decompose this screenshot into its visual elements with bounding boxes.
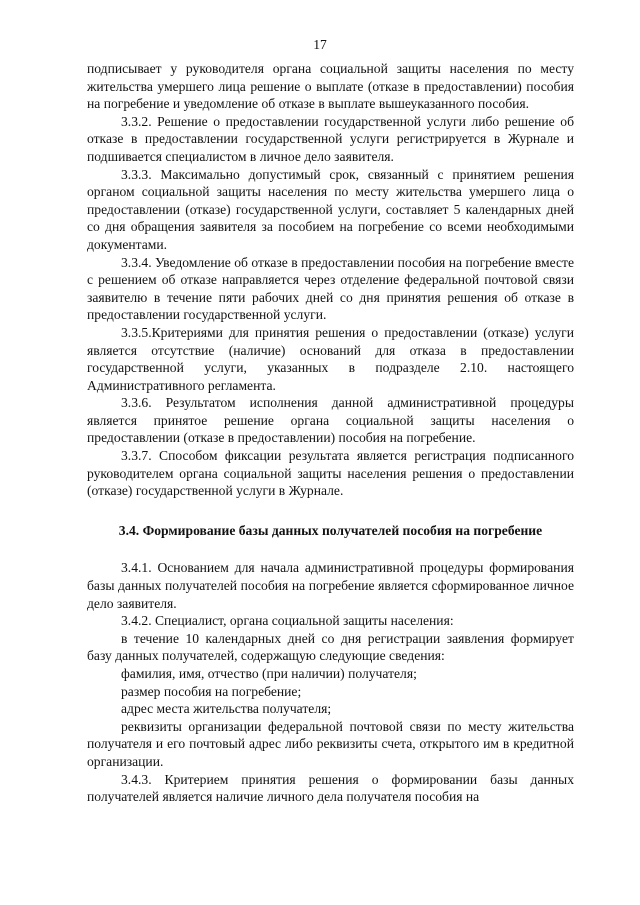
section-3-3-continuation	[87, 60, 574, 500]
section-3-4	[87, 559, 574, 805]
paragraph: 3.3.6. Результатом исполнения данной административной процедуры является принятое решение органа социальной защиты населения о предоставлении (отказе в предоставлении) пособия на погребение.	[87, 395, 574, 446]
paragraph: 3.3.2. Решение о предоставлении государственной услуги либо решение об отказе в предоставлении государственной услуги регистрируется в Журнале и подшивается специалистом в личное дело заявителя.	[87, 113, 574, 164]
document-body	[87, 60, 574, 806]
list-item: адрес места жительства получателя;	[121, 701, 332, 717]
paragraph: 3.4.3. Критерием принятия решения о формировании базы данных получателей является наличие личного дела получателя пособия на	[87, 771, 574, 805]
paragraph: 3.4.1. Основанием для начала административной процедуры формирования базы данных получателей пособия на погребение является сформированное личное дело заявителя.	[87, 560, 574, 611]
list-item: размер пособия на погребение;	[121, 683, 302, 699]
paragraph: 3.3.4. Уведомление об отказе в предоставлении пособия на погребение вместе с решением об отказе направляется через отделение федеральной почтовой связи заявителю в течение пяти рабочих дней со дня принятия решения об отказе в предоставлении государственной услуги.	[87, 254, 574, 323]
paragraph: 3.3.3. Максимально допустимый срок, связанный с принятием решения органом социальной защиты населения по месту жительства умершего лица о предоставлении (отказе) государственной услуги, составляет 5 календарных дней со дня обращения заявителя за пособием на погребение со всеми необходимыми документами.	[87, 166, 574, 252]
list-item: реквизиты организации федеральной почтовой связи по месту жительства получателя и его почтовый адрес либо реквизиты счета, открытого им в кредитной организации.	[87, 718, 574, 769]
paragraph: 3.4.2. Специалист, органа социальной защиты населения:	[121, 613, 454, 629]
section-heading: 3.4. Формирование базы данных получателей пособия на погребение	[118, 522, 543, 538]
paragraph: 3.3.5.Критериями для принятия решения о предоставлении (отказе) услуги является отсутствие (наличие) оснований для отказа в предоставлении государственной услуги, указанных в подразделе 2.10. настоящего Административного регламента.	[87, 324, 574, 393]
paragraph: 3.3.7. Способом фиксации результата является регистрация подписанного руководителем органа социальной защиты населения решения о предоставлении (отказе) государственной услуги в Журнале.	[87, 448, 574, 499]
paragraph: подписывает у руководителя органа социальной защиты населения по месту жительства умершего лица решение о выплате (отказе в предоставлении) пособия на погребение и уведомление об отказе в выплате вышеуказанного пособия.	[87, 61, 574, 112]
list-item: фамилия, имя, отчество (при наличии) получателя;	[121, 666, 417, 681]
paragraph: в течение 10 календарных дней со дня регистрации заявления формирует базу данных получателей, содержащую следующие сведения:	[87, 630, 574, 664]
page-number: 17	[313, 37, 327, 52]
